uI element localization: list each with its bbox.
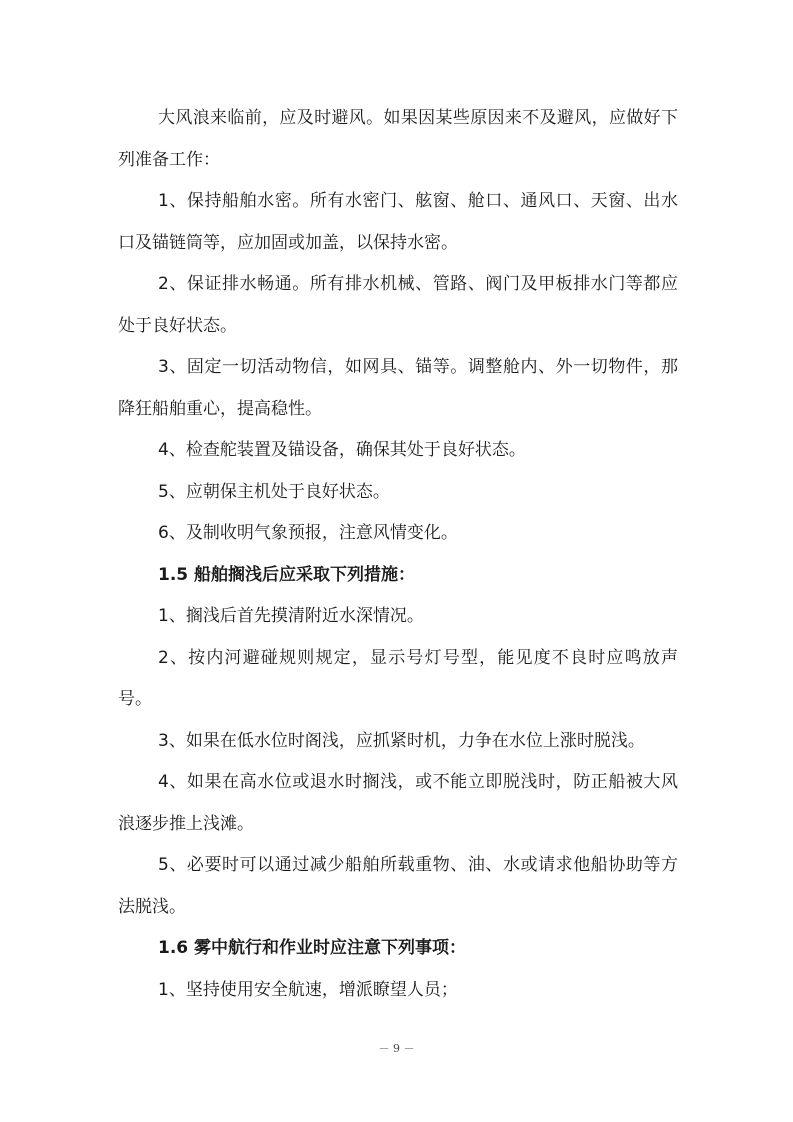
page-number: － 9 － bbox=[378, 1042, 415, 1055]
list-item: 6、及制收明气象预报，注意风情变化。 bbox=[158, 523, 458, 543]
list-item: 3、如果在低水位时阁浅，应抓紧时机，力争在水位上涨时脱浅。 bbox=[158, 730, 645, 751]
list-item: 5、必要时可以通过减少船舶所载重物、油、水或请求他船协助等方法脱浅。 bbox=[118, 855, 678, 917]
list-item: 1、保持船舶水密。所有水密门、舷窗、舱口、通风口、天窗、出水口及锚链筒等，应加固或加盖，以保持水密。 bbox=[118, 191, 678, 253]
section-heading-1-6: 1.6 雾中航行和作业时应注意下列事项： bbox=[158, 938, 467, 958]
list-item: 1、坚持使用安全航速，增派瞭望人员； bbox=[158, 979, 458, 1000]
list-item: 4、如果在高水位或退水时搁浅，或不能立即脱浅时，防正船被大风浪逐步推上浅滩。 bbox=[118, 772, 678, 834]
document-body bbox=[118, 98, 678, 1011]
list-item: 4、检查舵装置及锚设备，确保其处于良好状态。 bbox=[158, 440, 526, 460]
list-item: 3、固定一切活动物信，如网具、锚等。调整舱内、外一切物件，那降狂船舶重心，提高稳性。 bbox=[118, 357, 678, 419]
intro-paragraph: 大风浪来临前，应及时避风。如果因某些原因来不及避风，应做好下列准备工作： bbox=[118, 108, 678, 170]
list-item: 1、搁浅后首先摸清附近水深情况。 bbox=[158, 606, 424, 626]
section-heading-1-5: 1.5 船舶搁浅后应采取下列措施： bbox=[158, 564, 416, 585]
list-item: 5、应朝保主机处于良好状态。 bbox=[158, 481, 390, 502]
list-item: 2、按内河避碰规则规定，显示号灯号型，能见度不良时应鸣放声号。 bbox=[118, 647, 678, 709]
list-item: 2、保证排水畅通。所有排水机械、管路、阀门及甲板排水门等都应处于良好状态。 bbox=[118, 274, 678, 336]
